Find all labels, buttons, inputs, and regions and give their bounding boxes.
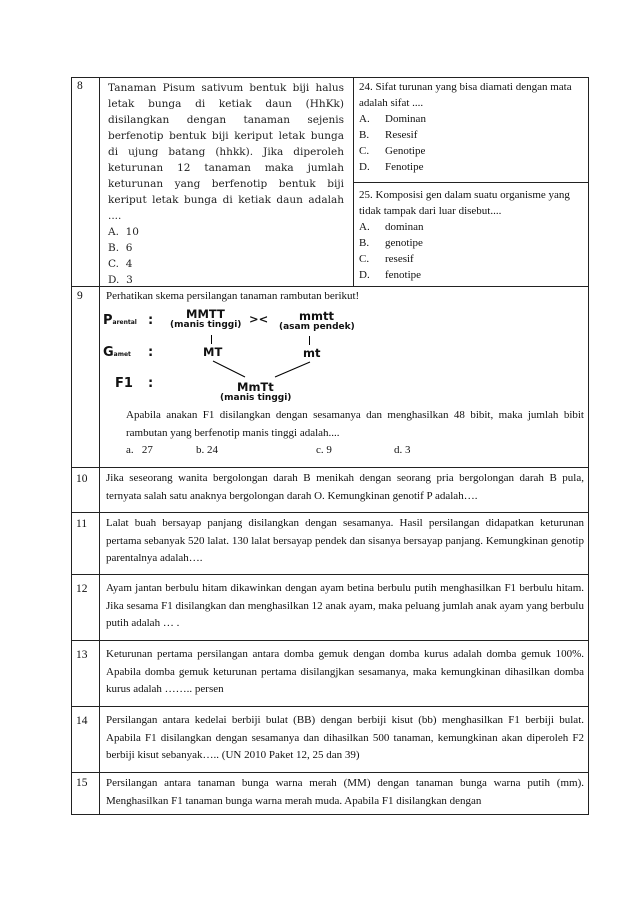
question-12-text: Ayam jantan berbulu hitam dikawinkan dengan ayam betina berbulu putih menghasilkan F1 berbulu hitam. Jika sesama F1 disilangkan dan menghasilkan 12 anak ayam, maka peluang jumlah anak ayam yang berbulu putih adalah … . [106, 582, 584, 629]
question-25 [359, 187, 583, 283]
number-column-divider [99, 77, 100, 815]
question-number-12: 12 [76, 583, 88, 595]
f1-colon: : [148, 376, 154, 391]
question-14-text: Persilangan antara kedelai berbiji bulat (BB) dengan berbiji kisut (bb) menghasilkan F1 berbiji bulat. Apabila F1 disilangkan dengan sesamanya dan dihasilkan 500 tanaman, kemungkinan akan diperoleh F2 berbiji kisut sebanyak….. (UN 2010 Paket 12, 25 dan 39) [106, 714, 584, 761]
question-24-stem: 24. Sifat turunan yang bisa diamati dengan mata adalah sifat .... [359, 81, 572, 109]
q25-option-c: C. resesif [359, 253, 414, 265]
question-number-15: 15 [76, 777, 88, 789]
question-10-text: Jika seseorang wanita bergolongan darah B menikah dengan seorang pria bergolongan darah B pula, ternyata salah satu anaknya bergolongan darah O. Kemungkinan genotif P adalah…. [106, 472, 584, 502]
q24-option-c: C. Genotipe [359, 145, 426, 157]
question-number-9: 9 [77, 290, 83, 302]
q24-q25-divider [353, 182, 588, 183]
parent1-phenotype: (manis tinggi) [170, 320, 242, 330]
question-number-10: 10 [76, 473, 88, 485]
gamet2: mt [303, 346, 321, 360]
question-11-text: Lalat buah bersayap panjang disilangkan dengan sesamanya. Hasil persilangan didapatkan keturunan pertama sebanyak 520 lalat. 130 lalat bersayap pendek dan sisanya bersayap panjang. Kemungkinan genotip parentalnya adalah…. [106, 517, 584, 564]
gamet-label: Gamet [103, 345, 131, 360]
parent1-genotype: MMTT [186, 307, 225, 321]
row-9-bottom [71, 467, 588, 468]
table-right-border [588, 77, 589, 815]
q24-option-d: D. Fenotipe [359, 161, 424, 173]
f1-genotype: MmTt [237, 380, 274, 394]
f1-phenotype: (manis tinggi) [220, 393, 292, 403]
q9-option-c: c. 9 [316, 444, 332, 456]
q8-option-c: C. 4 [108, 258, 133, 270]
q9-option-a: a. 27 [126, 444, 153, 456]
gamet-colon: : [148, 345, 154, 360]
question-number-8: 8 [77, 80, 83, 92]
table-left-border [71, 77, 72, 815]
row-12-bottom [71, 640, 588, 641]
q9-option-d: d. 3 [394, 444, 411, 456]
parent2-genotype: mmtt [299, 309, 334, 323]
q8-option-a: A. 10 [108, 226, 139, 238]
parental-colon: : [148, 313, 154, 328]
table-bottom-border [71, 814, 588, 815]
q8-option-d: D. 3 [108, 274, 133, 286]
question-15-text: Persilangan antara tanaman bunga warna merah (MM) dengan tanaman bunga warna putih (mm). Menghasilkan F1 tanaman bunga warna merah muda. Apabila F1 disilangkan dengan [106, 777, 584, 807]
cross-diagram [103, 304, 363, 404]
question-25-stem: 25. Komposisi gen dalam suatu organisme yang tidak tampak dari luar disebut.... [359, 189, 570, 217]
question-24 [359, 79, 583, 175]
q25-option-d: D. fenotipe [359, 269, 422, 281]
row-10-bottom [71, 512, 588, 513]
parental-label: Parental [103, 313, 137, 328]
q25-option-a: A. dominan [359, 221, 424, 233]
q24-option-b: B. Resesif [359, 129, 418, 141]
f1-label: F1 [115, 376, 133, 391]
row-13-bottom [71, 706, 588, 707]
q8-option-b: B. 6 [108, 242, 133, 254]
row-11-bottom [71, 574, 588, 575]
q9-option-b: b. 24 [196, 444, 218, 456]
parent2-phenotype: (asam pendek) [279, 322, 355, 332]
question-number-14: 14 [76, 715, 88, 727]
q24-option-a: A. Dominan [359, 113, 426, 125]
gamet1: MT [203, 345, 223, 359]
row-14-bottom [71, 772, 588, 773]
cross-symbol: >< [249, 312, 269, 326]
question-9-text: Apabila anakan F1 disilangkan dengan sesamanya dan menghasilkan 48 bibit, maka jumlah bibit rambutan yang berfenotip manis tinggi adalah.... [126, 409, 584, 439]
question-9-intro: Perhatikan skema persilangan tanaman rambutan berikut! [106, 290, 360, 302]
question-number-13: 13 [76, 649, 88, 661]
question-13-text: Keturunan pertama persilangan antara domba gemuk dengan domba kurus adalah domba gemuk 100%. Apabila domba gemuk keturunan pertama disilangjkan sesamanya, maka kemungkinan dihasilkan domba kurus adalah …….. persen [106, 648, 584, 695]
question-8-text: Tanaman Pisum sativum bentuk biji halus letak bunga di ketiak daun (HhKk) disilangkan dengan tanaman sejenis berfenotip bentuk biji keriput letak bunga di ujung batang (hhkk). Jika diperoleh keturunan 12 tanaman maka jumlah keturunan yang berfenotip bentuk biji keriput letak bunga di ketiak daun adalah .... [108, 82, 344, 222]
q25-option-b: B. genotipe [359, 237, 423, 249]
row-8-middle-divider [353, 77, 354, 287]
question-number-11: 11 [76, 518, 88, 530]
gamete-join-lines [103, 304, 363, 404]
table-top-border [71, 77, 588, 78]
scanned-question-8 [108, 80, 344, 288]
